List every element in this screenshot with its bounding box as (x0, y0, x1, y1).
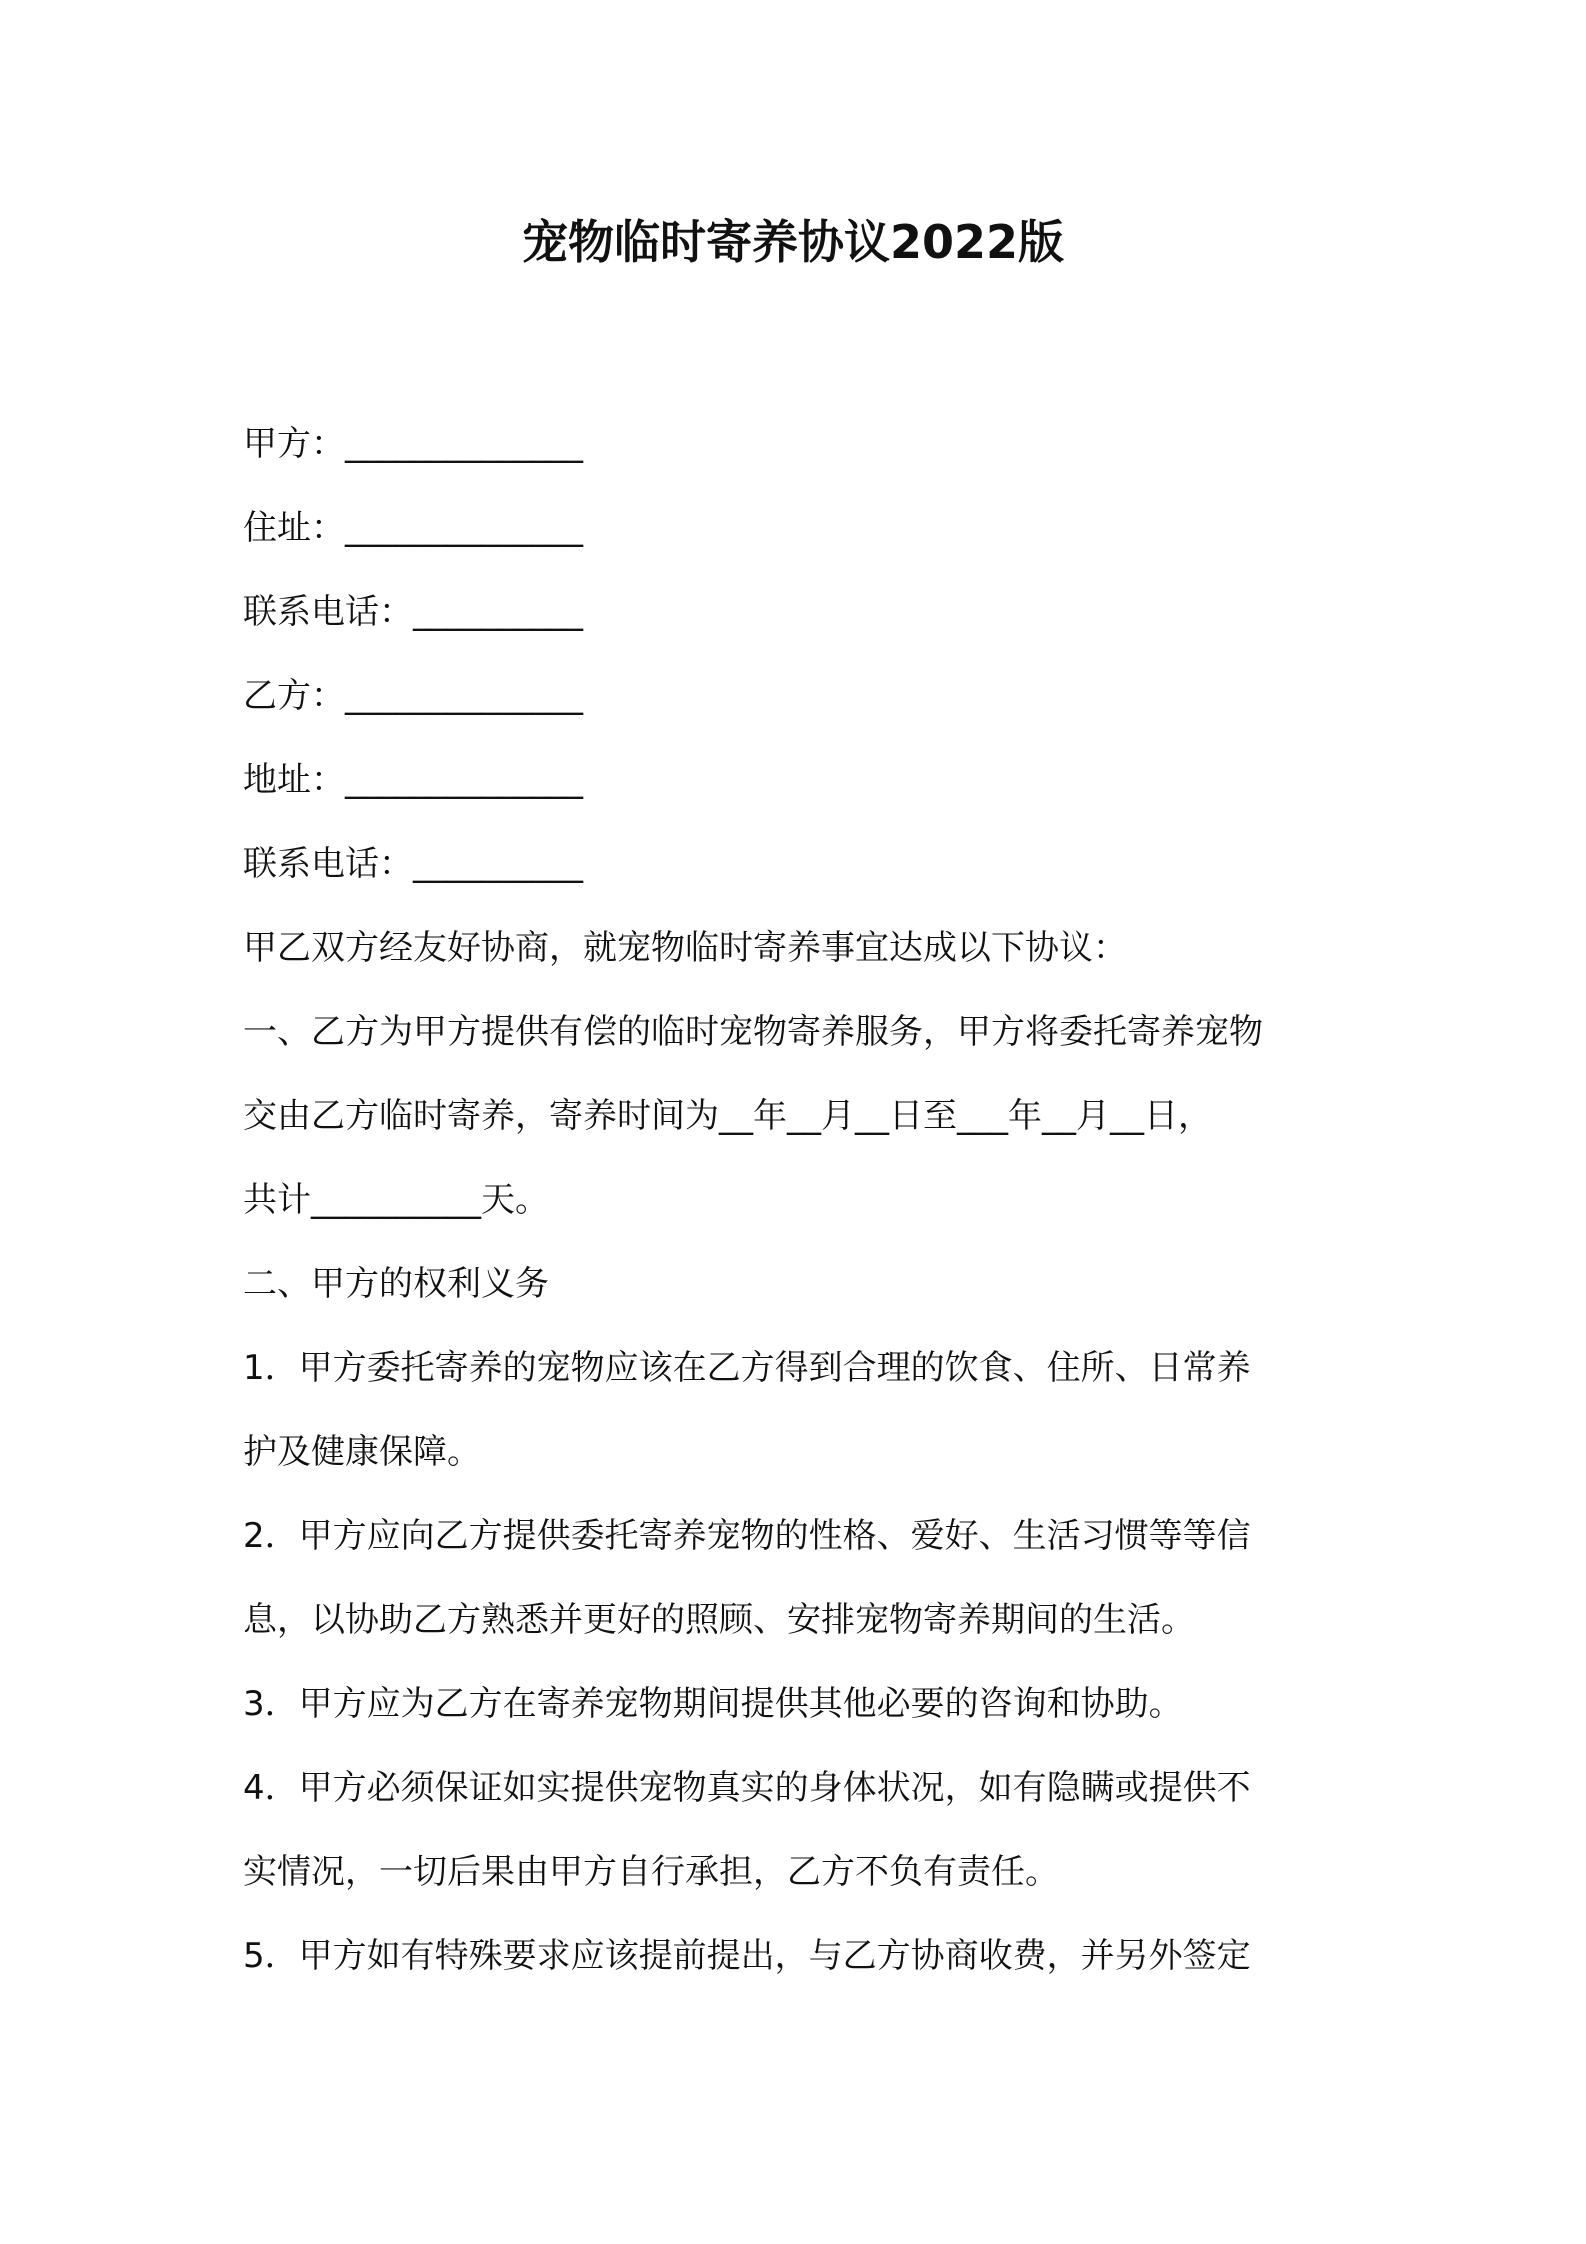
clause-one-line-1: 一、乙方为甲方提供有偿的临时宠物寄养服务，甲方将委托寄养宠物 (243, 1012, 1263, 1052)
party-b-line: 乙方：______________ (243, 676, 583, 716)
item-1-line-1: 1．甲方委托寄养的宠物应该在乙方得到合理的饮食、住所、日常养 (243, 1348, 1251, 1388)
section-two-heading: 二、甲方的权利义务 (243, 1264, 549, 1304)
party-a-address-line: 住址：______________ (243, 508, 583, 548)
agreement-intro-line: 甲乙双方经友好协商，就宠物临时寄养事宜达成以下协议： (243, 928, 1127, 968)
item-4-line-1: 4．甲方必须保证如实提供宠物真实的身体状况，如有隐瞒或提供不 (243, 1768, 1251, 1808)
item-4-line-2: 实情况，一切后果由甲方自行承担，乙方不负有责任。 (243, 1852, 1059, 1892)
party-b-phone-line: 联系电话：__________ (243, 844, 583, 884)
document-body (243, 402, 1363, 1998)
item-2-line-2: 息，以协助乙方熟悉并更好的照顾、安排宠物寄养期间的生活。 (243, 1600, 1195, 1640)
party-a-phone-line: 联系电话：__________ (243, 592, 583, 632)
document-title: 宠物临时寄养协议2022版 (521, 215, 1065, 269)
party-a-line: 甲方：______________ (243, 424, 583, 464)
item-1-line-2: 护及健康保障。 (243, 1432, 481, 1472)
item-3-line: 3．甲方应为乙方在寄养宠物期间提供其他必要的咨询和协助。 (243, 1684, 1183, 1724)
item-2-line-1: 2．甲方应向乙方提供委托寄养宠物的性格、爱好、生活习惯等等信 (243, 1516, 1251, 1556)
clause-one-line-3: 共计__________天。 (243, 1180, 549, 1220)
party-b-address-line: 地址：______________ (243, 760, 583, 800)
item-5-line-1: 5．甲方如有特殊要求应该提前提出，与乙方协商收费，并另外签定 (243, 1936, 1251, 1976)
clause-one-line-2: 交由乙方临时寄养，寄养时间为__年__月__日至___年__月__日， (243, 1096, 1212, 1136)
